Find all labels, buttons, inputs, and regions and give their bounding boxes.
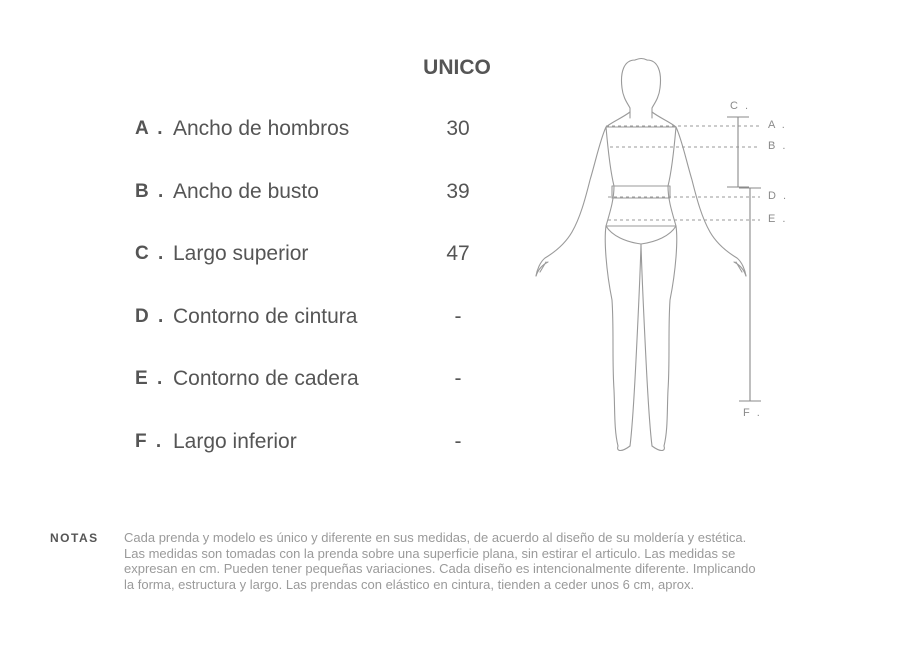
measurement-label: Largo superior <box>173 242 309 265</box>
measurement-row-d <box>135 306 495 336</box>
measurement-value: - <box>454 367 462 390</box>
size-header: UNICO <box>423 56 491 79</box>
measurement-letter: F . <box>135 431 164 452</box>
measurement-letter: A . <box>135 118 165 139</box>
measurement-label: Ancho de hombros <box>173 117 350 140</box>
measurement-row-c <box>135 243 495 273</box>
measurement-value: 47 <box>446 242 470 265</box>
top-garment <box>606 127 676 198</box>
notes-line: Las medidas son tomadas con la prenda sobre una superficie plana, sin estirar el articulo. Las medidas se <box>124 545 736 561</box>
figure-label-b: B . <box>768 140 788 152</box>
measurement-row-e <box>135 368 495 398</box>
figure-label-d: D . <box>768 190 789 202</box>
measurement-label: Ancho de busto <box>173 180 319 203</box>
briefs-garment <box>606 226 676 244</box>
feet <box>618 446 665 451</box>
head-outline <box>622 59 661 119</box>
legs-inner <box>630 244 652 446</box>
measurement-value: 39 <box>446 180 470 203</box>
notes-line: expresan en cm. Pueden tener pequeñas variaciones. Cada diseño es intencionalmente diferente. Implicando <box>124 561 756 576</box>
measurement-value: - <box>454 430 462 453</box>
figure-label-c: C . <box>730 100 751 112</box>
measurement-value: - <box>454 305 462 328</box>
torso-outline-left <box>536 112 630 446</box>
measurement-letter: D . <box>135 306 166 327</box>
figure-label-a: A . <box>768 119 787 131</box>
figure-label-e: E . <box>768 213 788 225</box>
measurement-letter: E . <box>135 368 165 389</box>
notes-title: NOTAS <box>50 531 99 545</box>
measurement-label: Largo inferior <box>173 430 297 453</box>
figure-label-f: F . <box>743 407 762 419</box>
measurement-value: 30 <box>446 117 470 140</box>
torso-outline-right <box>652 112 746 446</box>
measurement-label: Contorno de cadera <box>173 367 359 390</box>
body-figure <box>520 50 820 460</box>
measurement-row-b <box>135 181 495 211</box>
notes-text <box>124 530 884 592</box>
notes-line: la forma, estructura y largo. Las prendas con elástico en cintura, tienden a ceder unos 6 cm, aprox. <box>124 576 695 592</box>
measurement-letter: C . <box>135 243 166 264</box>
measurement-letter: B . <box>135 181 166 202</box>
notes-line: Cada prenda y modelo es único y diferente en sus medidas, de acuerdo al diseño de su moldería y estética. <box>124 530 747 545</box>
measurement-row-a <box>135 118 495 148</box>
measurement-row-f <box>135 431 495 461</box>
measurement-label: Contorno de cintura <box>173 305 358 328</box>
